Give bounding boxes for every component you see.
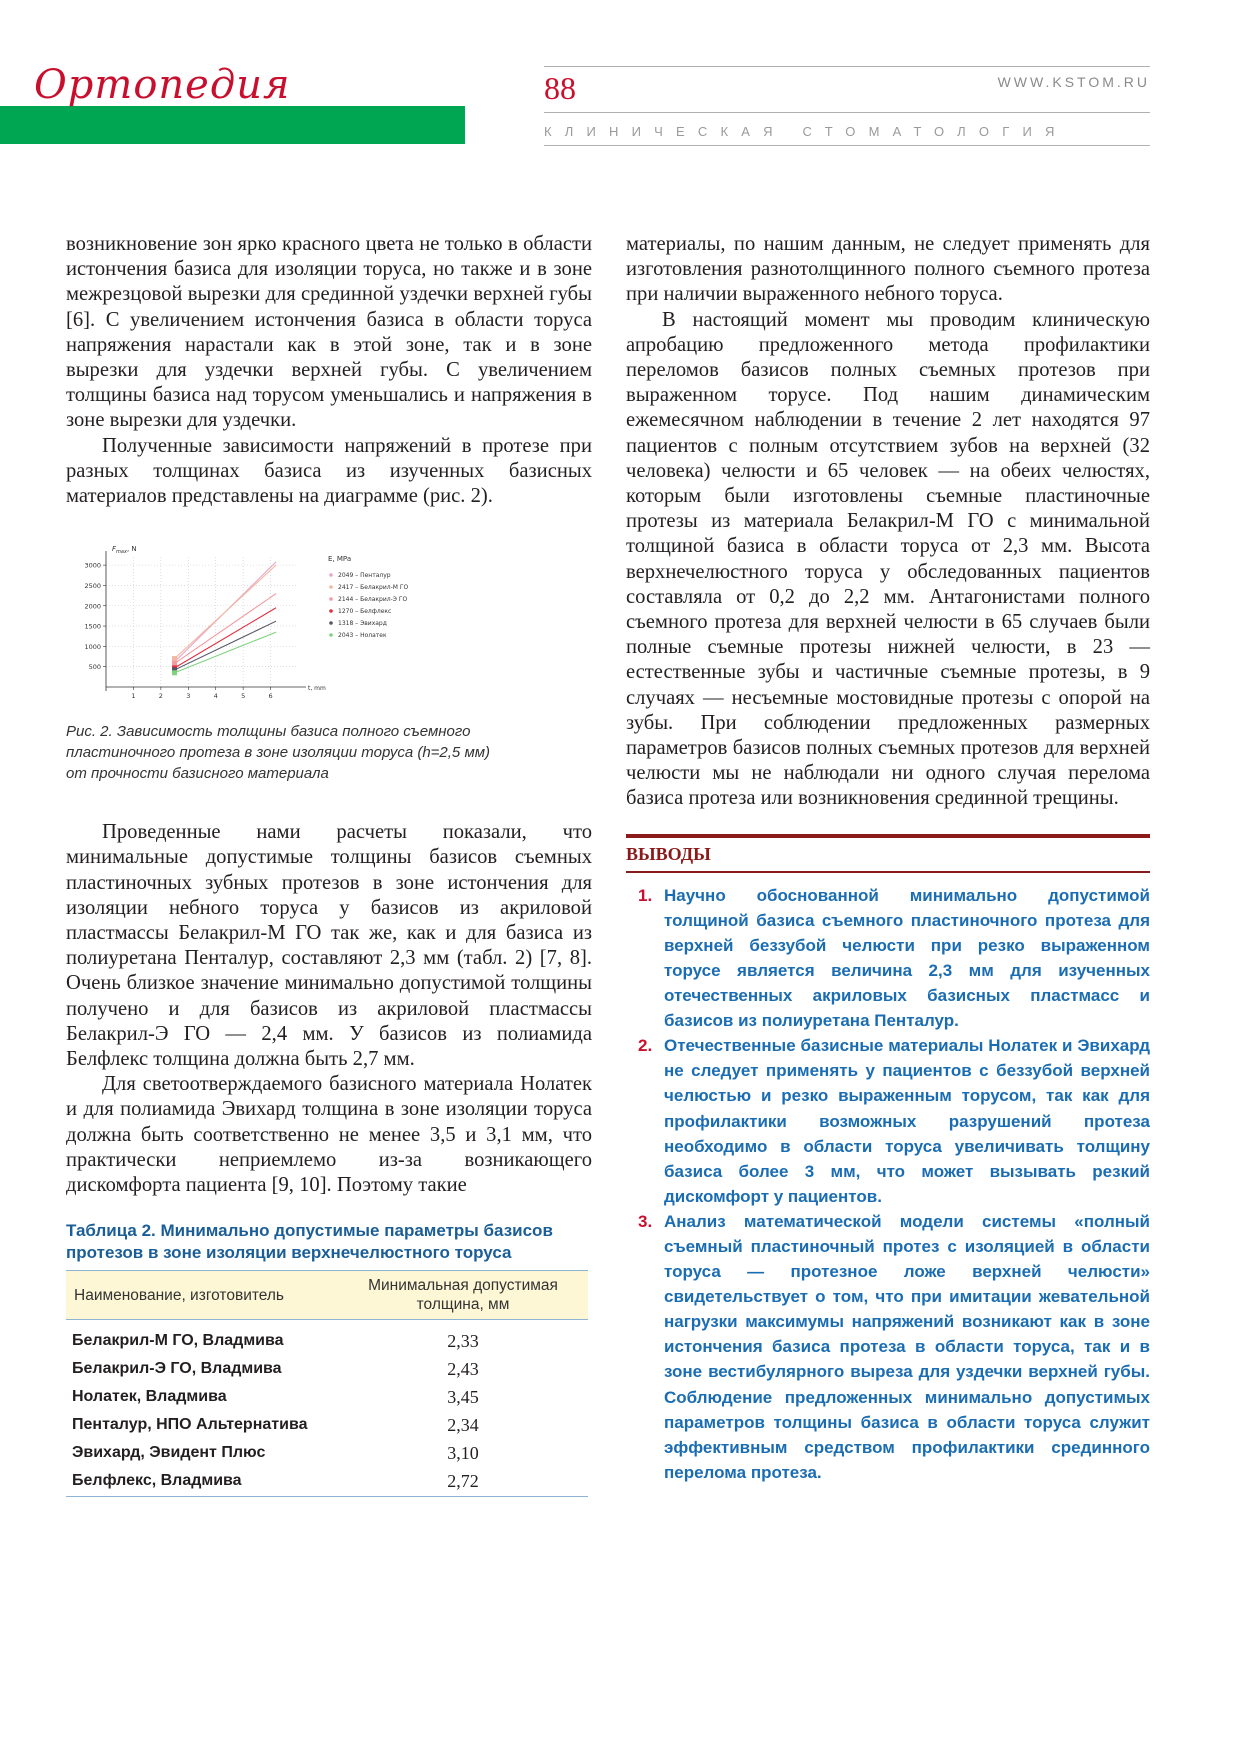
header-rule	[544, 112, 1150, 113]
paragraph: В настоящий момент мы проводим клиническую апробацию предложенного метода профилактики переломов базисов полных съемных протезов при выраженном торусе. Под нашим динамическим ежемесячном наблюдении в течение 2 лет находятся 97 пациентов с полным отсутствием зубов на верхней (32 человека) челюсти и 65 человек — на обеих челюстях, которым были изготовлены съемные пластиночные протезы из материала Белакрил-М ГО с минимальной толщиной базиса в области торуса от 2,3 мм. Высота верхнечелюстного торуса у обследованных пациентов составляла от 0,2 до 2,2 мм. Антагонистами полного съемного протеза для верхней челюсти в 65 случаев были полные съемные протезы нижней челюсти, в 23 — естественные зубы и частичные съемные протезы, в 9 случаях — несъемные мостовидные протезы с опорой на зубы. При соблюдении предложенных размерных параметров базисов полных съемных протезов для верхней челюсти мы не наблюдали ни одного случая перелома базиса протеза или возникновения срединной трещины.	[626, 308, 1150, 810]
series-start-marker-1	[172, 656, 177, 661]
section-logo: Ортопедия	[34, 62, 291, 108]
conclusion-text: Отечественные базисные материалы Нолатек и Эвихард не следует применять у пациентов с беззубой верхней челюстью и резко выраженным торусом, так как для профилактики возможных разрушений протеза необходимо в области торуса увеличивать толщину базиса более 3 мм, что может вызывать резкий дискомфорт у пациентов.	[664, 1036, 1150, 1206]
table-row	[66, 1355, 588, 1383]
right-column	[626, 232, 1150, 1485]
series-start-marker-5	[172, 671, 177, 676]
x-tick-label: 5	[241, 692, 246, 701]
table-row	[66, 1320, 588, 1356]
cell-min-thickness: 2,43	[447, 1359, 479, 1380]
paragraph: возникновение зон ярко красного цвета не только в области истончения базиса для изоляции торуса, но также и в зоне межрезцовой вырезки для срединной уздечки верхней губы [6]. С увеличением истончения базиса в области торуса напряжения нарастали как в этой зоне, так и в зоне вырезки для уздечки верхней губы. С увеличением толщины базиса над торусом уменьшались и напряжения в зоне вырезки для уздечки.	[66, 233, 592, 432]
y-axis-label-subscript: max	[116, 549, 127, 556]
legend-label-4: 1318 – Эвихард	[338, 620, 387, 628]
paragraph: Проведенные нами расчеты показали, что минимальные допустимые толщины базисов съемных пластиночных зубных протезов в зоне истончения для изоляции небного торуса у базисов из акриловой пластмассы Белакрил-М ГО так же, как и для базиса из полиуретана Пенталур, составляют 2,3 мм (табл. 2) [7, 8]. Очень близкое значение минимально допустимой толщины получено и для базисов из акриловой пластмассы Белакрил-Э ГО — 2,4 мм. У базисов из полиамида Белфлекс толщина должна быть 2,7 мм.	[66, 821, 592, 1071]
table-row	[66, 1439, 588, 1467]
paragraph: Для светоотверждаемого базисного материала Нолатек и для полиамида Эвихард толщина в зоне изоляции торуса должна быть соответственно не менее 3,5 и 3,1 мм, что практически неприемлемо из-за возникающего дискомфорта пациента [9, 10]. Поэтому такие	[66, 1073, 592, 1197]
table-title: Таблица 2. Минимально допустимые параметры базисов протезов в зоне изоляции верхнечелюстного торуса	[66, 1221, 553, 1263]
header-rule-bottom	[544, 145, 1150, 146]
conclusion-item	[626, 1209, 1150, 1485]
x-tick-label: 1	[131, 692, 136, 701]
x-tick-label: 4	[213, 692, 218, 701]
y-tick-label: 2500	[84, 582, 101, 591]
paragraph: материалы, по нашим данным, не следует применять для изготовления разнотолщинного полного съемного протеза при наличии выраженного небного торуса.	[626, 233, 1150, 306]
legend-marker-1	[329, 585, 333, 589]
conclusion-number: 3.	[638, 1211, 653, 1231]
legend-marker-5	[329, 633, 333, 637]
legend-label-2: 2144 – Белакрил-Э ГО	[338, 596, 408, 604]
x-tick-label: 6	[268, 692, 273, 701]
legend-title: E, МPa	[328, 555, 352, 564]
y-axis-label-unit: , N	[126, 545, 137, 554]
legend-marker-4	[329, 621, 333, 625]
y-axis-label-main: F	[112, 545, 117, 554]
site-url[interactable]: WWW.KSTOM.RU	[997, 74, 1150, 90]
series-start-marker-2	[172, 661, 177, 666]
series-line-1	[175, 565, 276, 658]
y-tick-label: 2000	[84, 602, 101, 611]
cell-min-thickness: 2,33	[447, 1331, 479, 1352]
y-tick-label: 1000	[84, 643, 101, 652]
table-header-row	[66, 1271, 588, 1320]
paragraph: Полученные зависимости напряжений в протезе при разных толщинах базиса из изученных базисных материалов представлены на диаграмме (рис. 2).	[66, 434, 592, 508]
conclusion-item	[626, 1033, 1150, 1209]
cell-min-thickness: 2,72	[338, 1467, 588, 1497]
legend-label-1: 2417 – Белакрил-М ГО	[338, 584, 409, 592]
cell-min-thickness: 3,10	[447, 1443, 479, 1464]
cell-material-name: Белакрил-М ГО, Владмива	[72, 1332, 284, 1350]
x-axis-label: t, mm	[308, 685, 326, 693]
y-tick-label: 3000	[84, 561, 101, 570]
conclusions-title: ВЫВОДЫ	[626, 843, 711, 864]
column-header-name: Наименование, изготовитель	[66, 1271, 338, 1320]
legend-marker-3	[329, 609, 333, 613]
cell-material-name: Эвихард, Эвидент Плюс	[72, 1444, 266, 1462]
cell-material-name: Белфлекс, Владмива	[66, 1467, 338, 1497]
left-column	[66, 232, 592, 1497]
cell-min-thickness: 2,34	[447, 1415, 479, 1436]
conclusion-text: Научно обоснованной минимально допустимой толщиной базиса съемного пластиночного протеза для верхней беззубой челюсти при резко выраженном торусе является величина 2,3 мм для изученных отечественных акриловых базисных пластмасс и базисов из полиуретана Пенталур.	[664, 885, 1150, 1031]
y-axis-label	[112, 545, 137, 555]
y-tick-label: 500	[88, 663, 101, 672]
legend-marker-2	[329, 597, 333, 601]
y-tick-label: 1500	[84, 622, 101, 631]
legend-label-5: 2043 – Нолатек	[338, 632, 387, 640]
conclusions-list	[626, 883, 1150, 1485]
header-rule-top	[544, 66, 1150, 67]
table-row	[66, 1383, 588, 1411]
figure-2	[66, 539, 592, 715]
column-header-value: Минимальная допустимая толщина, мм	[338, 1271, 588, 1320]
conclusion-number: 1.	[638, 885, 653, 905]
cell-material-name: Нолатек, Владмива	[72, 1388, 227, 1406]
x-tick-label: 3	[186, 692, 191, 701]
thickness-table	[66, 1270, 588, 1497]
journal-name: КЛИНИЧЕСКАЯ СТОМАТОЛОГИЯ	[544, 124, 1068, 139]
cell-material-name: Пенталур, НПО Альтернатива	[72, 1416, 308, 1434]
figure-caption: Рис. 2. Зависимость толщины базиса полного съемного пластиночного протеза в зоне изоляции торуса (h=2,5 мм) от прочности базисного материала	[66, 723, 491, 783]
legend-label-0: 2049 – Пенталур	[338, 572, 391, 580]
conclusion-text: Анализ математической модели системы «полный съемный пластиночный протез с изоляцией в области торуса — протезное ложе верхней челюсти» свидетельствует о том, что при имитации жевательной нагрузки максимумы напряжений возникают как в зоне истончения базиса протеза в области торуса, так и в зоне вестибулярного выреза для уздечки верхней губы. Соблюдение предложенных минимально допустимых параметров толщины базиса в области торуса служит эффективным средством профилактики срединного перелома протеза.	[664, 1211, 1150, 1482]
page-header	[0, 0, 1240, 160]
legend-label-3: 1270 – Белфлекс	[338, 608, 392, 616]
section-color-bar	[0, 106, 465, 144]
x-tick-label: 2	[158, 692, 163, 701]
table-row	[66, 1411, 588, 1439]
conclusion-number: 2.	[638, 1036, 653, 1056]
cell-min-thickness: 3,45	[447, 1387, 479, 1408]
legend-marker-0	[329, 573, 333, 577]
conclusions-header	[626, 834, 1150, 873]
stress-thickness-chart	[66, 539, 592, 715]
cell-material-name: Белакрил-Э ГО, Владмива	[72, 1360, 282, 1378]
table-row	[66, 1467, 588, 1497]
page-number: 88	[544, 70, 576, 106]
conclusion-item	[626, 883, 1150, 1034]
